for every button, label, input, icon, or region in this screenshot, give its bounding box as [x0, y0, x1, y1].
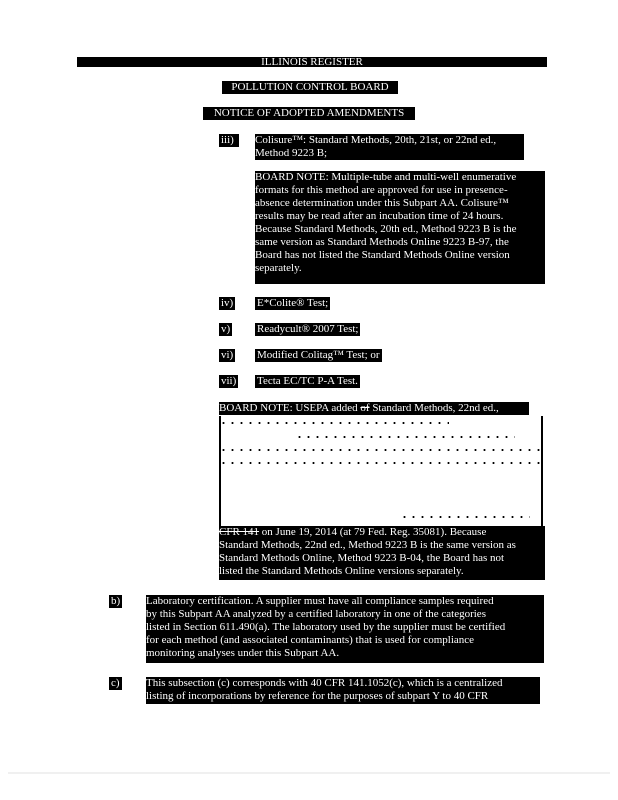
item-text: Modified Colitag™ Test; or [257, 349, 380, 361]
struck-text: of [360, 402, 370, 414]
subsection-c-text [146, 677, 540, 704]
note-line: Because Standard Methods, 20th ed., Method 9223 B is the [255, 223, 517, 235]
note-text: Standard Methods, 22nd ed., [369, 402, 499, 414]
note-text: on June 19, 2014 (at 79 Fed. Reg. 35081). Because [259, 526, 487, 538]
note-line: absence determination under this Subpart AA. Colisure™ [255, 197, 509, 209]
item-number: iv) [221, 297, 234, 309]
item-number: iii) [219, 134, 239, 147]
board-note-body [219, 526, 545, 580]
note-line [219, 526, 545, 539]
paragraph-line: listing of incorporations by reference for the purposes of subpart Y to 40 CFR [146, 690, 489, 702]
notice-title: NOTICE OF ADOPTED AMENDMENTS [203, 107, 415, 120]
note-line: separately. [255, 262, 302, 274]
item-line: Method 9223 B; [255, 147, 328, 159]
paragraph-line: listed in Section 611.490(a). The laboratory used by the supplier must be certified [146, 621, 506, 633]
item-text: Readycult® 2007 Test; [257, 323, 359, 335]
subsection-label: c) [111, 677, 120, 689]
register-title: ILLINOIS REGISTER [261, 56, 363, 68]
item-text: Tecta EC/TC P-A Test. [257, 375, 358, 387]
register-title-bar [77, 57, 547, 67]
note-line: Standard Methods, 22nd ed., Method 9223 B is the same version as [219, 539, 516, 551]
note-line: results may be read after an incubation time of 24 hours. [255, 210, 504, 222]
item-text: E*Colite® Test; [257, 297, 329, 309]
paragraph-line: monitoring analyses under this Subpart AA. [146, 647, 340, 659]
paragraph-line: Laboratory certification. A supplier must have all compliance samples required [146, 595, 494, 607]
paragraph-line: by this Subpart AA analyzed by a certified laboratory in one of the categories [146, 608, 486, 620]
paragraph-line: This subsection (c) corresponds with 40 CFR 141.1052(c), which is a centralized [146, 677, 503, 689]
item-number: vii) [221, 375, 237, 387]
item-line: Colisure™: Standard Methods, 20th, 21st, or 22nd ed., [255, 134, 497, 146]
subsection-b-text [146, 595, 544, 663]
item-number: vi) [221, 349, 234, 361]
item-text [255, 134, 524, 160]
paragraph-line: for each method (and associated contaminants) that is used for compliance [146, 634, 475, 646]
subsection-label: b) [111, 595, 121, 607]
note-line: Board has not listed the Standard Methods Online version [255, 249, 510, 261]
page-bottom-edge [8, 772, 610, 774]
note-line: BOARD NOTE: Multiple-tube and multi-well enumerative [255, 171, 517, 183]
board-note-heading [219, 402, 529, 415]
struck-text: CFR 141 [219, 526, 260, 538]
note-line: Standard Methods Online, Method 9223 B-04, the Board has not [219, 552, 505, 564]
note-line: formats for this method are approved for use in presence- [255, 184, 508, 196]
board-note [255, 171, 545, 284]
note-line: same version as Standard Methods Online 9223 B-97, the [255, 236, 509, 248]
item-number: v) [221, 323, 231, 335]
note-line: listed the Standard Methods Online versions separately. [219, 565, 464, 577]
board-title: POLLUTION CONTROL BOARD [222, 81, 398, 94]
note-text: BOARD NOTE: USEPA added [219, 402, 361, 414]
